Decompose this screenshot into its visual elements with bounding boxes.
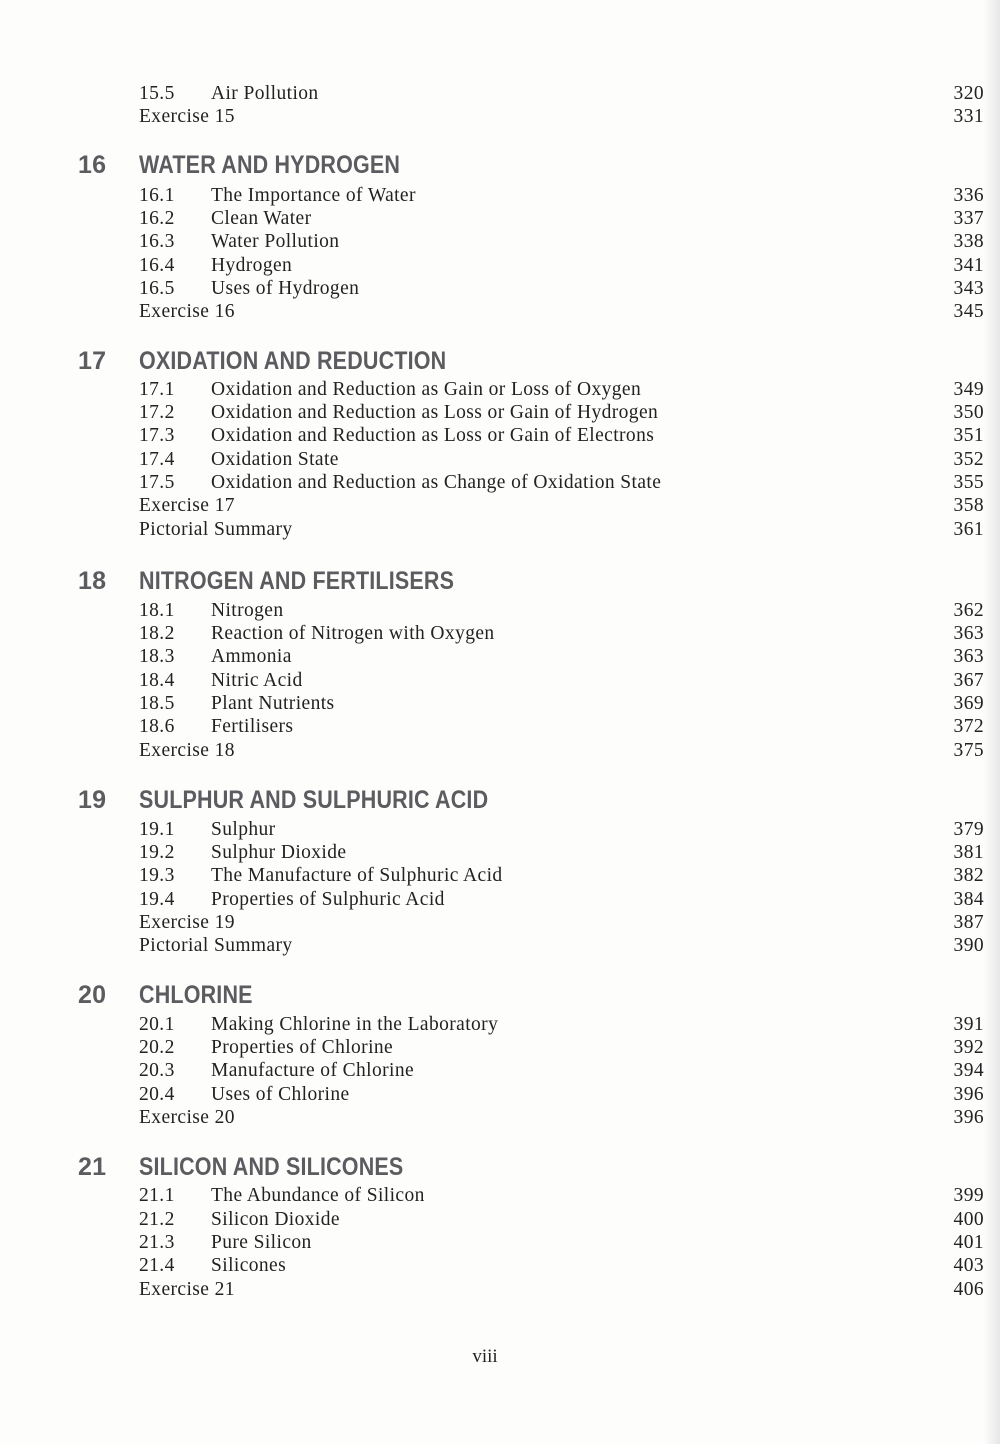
page-number: 403 <box>953 1255 984 1276</box>
toc-entry <box>0 864 1000 888</box>
section-title: Oxidation and Reduction as Gain or Loss of Oxygen <box>211 379 642 400</box>
toc-entry <box>0 300 1000 324</box>
page-number: 352 <box>953 449 984 470</box>
page-number: 367 <box>953 670 984 691</box>
section-number: 20.3 <box>139 1060 175 1081</box>
section-title: Manufacture of Chlorine <box>211 1060 415 1081</box>
section-title: Properties of Sulphuric Acid <box>211 889 445 910</box>
chapter-heading <box>0 150 1000 180</box>
chapter-number: 18 <box>78 567 107 595</box>
page-number: 343 <box>953 278 984 299</box>
page-number: 331 <box>953 106 984 127</box>
page-number: 384 <box>953 889 984 910</box>
section-number: 17.1 <box>139 379 175 400</box>
section-title: Pure Silicon <box>211 1232 312 1253</box>
exercise-label: Exercise 21 <box>139 1279 235 1300</box>
page-number: 390 <box>953 935 984 956</box>
toc-entry <box>0 669 1000 693</box>
toc-entry <box>0 888 1000 912</box>
section-title: Hydrogen <box>211 255 293 276</box>
page-edge-shadow <box>984 0 1000 1444</box>
toc-entry <box>0 818 1000 842</box>
page-number: 396 <box>953 1084 984 1105</box>
toc-entry <box>0 1106 1000 1130</box>
toc-entry <box>0 277 1000 301</box>
toc-entry <box>0 715 1000 739</box>
page-number: 375 <box>953 740 984 761</box>
page-number: 341 <box>953 255 984 276</box>
page-number: 355 <box>953 472 984 493</box>
section-title: Plant Nutrients <box>211 693 335 714</box>
section-number: 18.4 <box>139 670 175 691</box>
chapter-title: CHLORINE <box>139 981 253 1009</box>
chapter-heading <box>0 1152 1000 1182</box>
toc-entry <box>0 378 1000 402</box>
page-folio: viii <box>472 1346 498 1367</box>
chapter-heading <box>0 980 1000 1010</box>
section-number: 18.6 <box>139 716 175 737</box>
section-number: 17.2 <box>139 402 175 423</box>
section-number: 17.4 <box>139 449 175 470</box>
page-number: 349 <box>953 379 984 400</box>
section-number: 19.1 <box>139 819 175 840</box>
chapter-title: SULPHUR AND SULPHURIC ACID <box>139 786 489 814</box>
chapter-heading <box>0 566 1000 596</box>
toc-entry <box>0 911 1000 935</box>
chapter-title: WATER AND HYDROGEN <box>139 151 401 179</box>
section-number: 21.4 <box>139 1255 175 1276</box>
section-title: Sulphur <box>211 819 276 840</box>
page-number: 399 <box>953 1185 984 1206</box>
toc-entry <box>0 254 1000 278</box>
toc-entry <box>0 105 1000 129</box>
page-number: 338 <box>953 231 984 252</box>
page-number: 369 <box>953 693 984 714</box>
page-number: 345 <box>953 301 984 322</box>
toc-entry <box>0 207 1000 231</box>
section-number: 16.2 <box>139 208 175 229</box>
section-number: 17.5 <box>139 472 175 493</box>
toc-entry <box>0 471 1000 495</box>
page-number: 379 <box>953 819 984 840</box>
section-title: Ammonia <box>211 646 292 667</box>
toc-entry <box>0 692 1000 716</box>
section-number: 20.4 <box>139 1084 175 1105</box>
toc-entry <box>0 622 1000 646</box>
page-number: 350 <box>953 402 984 423</box>
toc-entry <box>0 494 1000 518</box>
section-title: Oxidation and Reduction as Loss or Gain of Electrons <box>211 425 655 446</box>
chapter-number: 19 <box>78 786 107 814</box>
chapter-heading <box>0 785 1000 815</box>
section-title: Clean Water <box>211 208 312 229</box>
page-number: 406 <box>953 1279 984 1300</box>
section-number: 18.1 <box>139 600 175 621</box>
section-number: 20.2 <box>139 1037 175 1058</box>
page-number: 363 <box>953 623 984 644</box>
exercise-label: Exercise 16 <box>139 301 235 322</box>
section-title: Silicon Dioxide <box>211 1209 340 1230</box>
toc-entry <box>0 1278 1000 1302</box>
exercise-label: Exercise 15 <box>139 106 235 127</box>
page-number: 396 <box>953 1107 984 1128</box>
section-title: Reaction of Nitrogen with Oxygen <box>211 623 495 644</box>
exercise-label: Exercise 20 <box>139 1107 235 1128</box>
page-number: 320 <box>953 83 984 104</box>
toc-entry <box>0 1208 1000 1232</box>
toc-entry <box>0 934 1000 958</box>
exercise-label: Exercise 18 <box>139 740 235 761</box>
section-title: Sulphur Dioxide <box>211 842 347 863</box>
section-number: 18.3 <box>139 646 175 667</box>
section-number: 20.1 <box>139 1014 175 1035</box>
page-number: 351 <box>953 425 984 446</box>
page-number: 400 <box>953 1209 984 1230</box>
section-title: Air Pollution <box>211 83 319 104</box>
section-title: The Importance of Water <box>211 185 416 206</box>
section-title: Uses of Hydrogen <box>211 278 360 299</box>
chapter-number: 16 <box>78 151 107 179</box>
toc-entry <box>0 230 1000 254</box>
toc-entry <box>0 1059 1000 1083</box>
section-number: 16.1 <box>139 185 175 206</box>
page-number: 362 <box>953 600 984 621</box>
section-title: Nitrogen <box>211 600 284 621</box>
toc-entry <box>0 1184 1000 1208</box>
page-number: 387 <box>953 912 984 933</box>
toc-entry <box>0 424 1000 448</box>
toc-entry <box>0 1254 1000 1278</box>
chapter-title: OXIDATION AND REDUCTION <box>139 347 447 375</box>
section-title: Silicones <box>211 1255 287 1276</box>
section-title: Oxidation and Reduction as Loss or Gain of Hydrogen <box>211 402 659 423</box>
section-number: 19.2 <box>139 842 175 863</box>
page-number: 336 <box>953 185 984 206</box>
chapter-title: NITROGEN AND FERTILISERS <box>139 567 455 595</box>
chapter-number: 20 <box>78 981 107 1009</box>
chapter-heading <box>0 346 1000 376</box>
section-number: 16.4 <box>139 255 175 276</box>
section-number: 15.5 <box>139 83 175 104</box>
toc-entry <box>0 518 1000 542</box>
toc-entry <box>0 1083 1000 1107</box>
section-number: 16.5 <box>139 278 175 299</box>
exercise-label: Exercise 17 <box>139 495 235 516</box>
section-number: 16.3 <box>139 231 175 252</box>
section-title: Properties of Chlorine <box>211 1037 394 1058</box>
page-number: 392 <box>953 1037 984 1058</box>
page-number: 391 <box>953 1014 984 1035</box>
page-number: 381 <box>953 842 984 863</box>
summary-label: Pictorial Summary <box>139 519 293 540</box>
section-title: Water Pollution <box>211 231 340 252</box>
toc-entry <box>0 599 1000 623</box>
section-number: 21.2 <box>139 1209 175 1230</box>
toc-entry <box>0 184 1000 208</box>
summary-label: Pictorial Summary <box>139 935 293 956</box>
section-number: 17.3 <box>139 425 175 446</box>
toc-entry <box>0 1013 1000 1037</box>
page-number: 358 <box>953 495 984 516</box>
exercise-label: Exercise 19 <box>139 912 235 933</box>
toc-entry <box>0 82 1000 106</box>
section-title: Making Chlorine in the Laboratory <box>211 1014 499 1035</box>
section-title: Oxidation State <box>211 449 339 470</box>
section-title: Uses of Chlorine <box>211 1084 350 1105</box>
page-number: 363 <box>953 646 984 667</box>
toc-entry <box>0 401 1000 425</box>
section-title: The Manufacture of Sulphuric Acid <box>211 865 503 886</box>
page-number: 394 <box>953 1060 984 1081</box>
page-number: 372 <box>953 716 984 737</box>
toc-entry <box>0 1231 1000 1255</box>
section-number: 19.3 <box>139 865 175 886</box>
page-number: 401 <box>953 1232 984 1253</box>
page-number: 382 <box>953 865 984 886</box>
section-number: 19.4 <box>139 889 175 910</box>
page-number: 361 <box>953 519 984 540</box>
section-number: 21.3 <box>139 1232 175 1253</box>
page-number: 337 <box>953 208 984 229</box>
toc-entry <box>0 1036 1000 1060</box>
toc-entry <box>0 841 1000 865</box>
section-title: The Abundance of Silicon <box>211 1185 425 1206</box>
section-number: 18.2 <box>139 623 175 644</box>
chapter-number: 21 <box>78 1153 107 1181</box>
section-title: Oxidation and Reduction as Change of Oxidation State <box>211 472 662 493</box>
toc-entry <box>0 448 1000 472</box>
toc-entry <box>0 739 1000 763</box>
section-number: 18.5 <box>139 693 175 714</box>
section-number: 21.1 <box>139 1185 175 1206</box>
chapter-title: SILICON AND SILICONES <box>139 1153 404 1181</box>
chapter-number: 17 <box>78 347 107 375</box>
toc-entry <box>0 645 1000 669</box>
section-title: Nitric Acid <box>211 670 303 691</box>
section-title: Fertilisers <box>211 716 294 737</box>
